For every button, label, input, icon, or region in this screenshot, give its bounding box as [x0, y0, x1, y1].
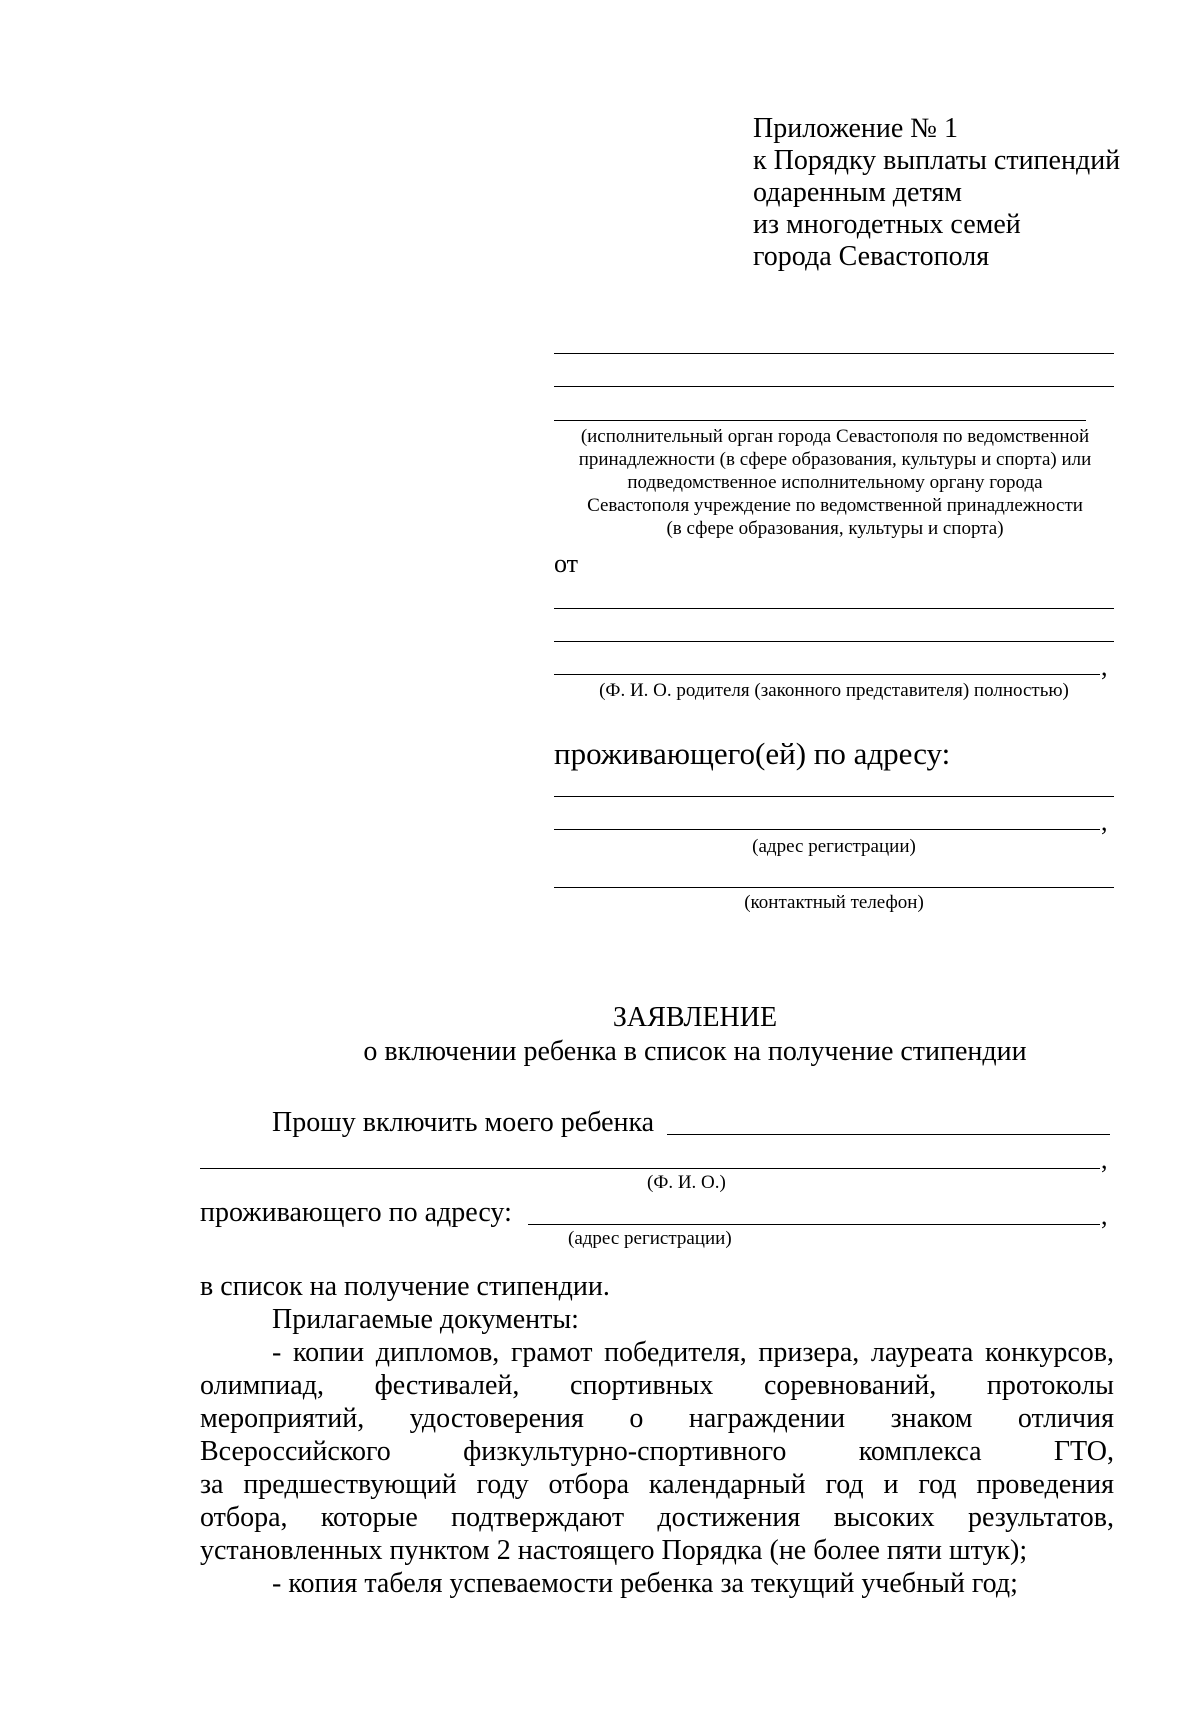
address-note: (адрес регистрации) [568, 1228, 732, 1249]
parent-name-line-2[interactable] [554, 641, 1114, 642]
child-address-line[interactable] [528, 1224, 1100, 1225]
authority-note-line: подведомственное исполнительному органу города [627, 472, 1043, 493]
appendix-header [753, 113, 1173, 273]
document-title: ЗАЯВЛЕНИЕ [612, 1002, 778, 1033]
authority-note-line: (исполнительный орган города Севастополя по ведомственной [580, 426, 1090, 447]
attached-item-2: - копия табеля успеваемости ребенка за текущий учебный год; [272, 1568, 1018, 1599]
document-subtitle: о включении ребенка в список на получение стипендии [363, 1036, 1027, 1067]
phone-line[interactable] [554, 887, 1114, 888]
child-name-line-2[interactable] [200, 1168, 1100, 1169]
item-line: за предшествующий году отбора календарный год и год проведения [200, 1469, 1114, 1500]
authority-note-line: принадлежности (в сфере образования, культуры и спорта) или [578, 449, 1092, 470]
appendix-line: города Севастополя [753, 241, 990, 272]
appendix-line: из многодетных семей [753, 209, 1021, 240]
item-line: мероприятий, удостоверения о награждении знаком отличия [200, 1403, 1114, 1434]
comma: , [1101, 652, 1108, 681]
residing-label: проживающего(ей) по адресу: [554, 736, 951, 771]
appendix-line: Приложение № 1 [753, 113, 958, 144]
item-line: олимпиад, фестивалей, спортивных соревнований, протоколы [200, 1370, 1114, 1401]
residing-text: проживающего по адресу: [200, 1197, 512, 1228]
authority-blank-line-2[interactable] [554, 386, 1114, 387]
parent-note: (Ф. И. О. родителя (законного представителя) полностью) [599, 680, 1069, 701]
address-note: (адрес регистрации) [752, 836, 916, 857]
comma: , [1101, 1201, 1108, 1230]
item-line: Всероссийского физкультурно-спортивного комплекса ГТО, [200, 1436, 1114, 1467]
fio-note: (Ф. И. О.) [647, 1172, 726, 1193]
phone-note: (контактный телефон) [744, 892, 924, 913]
from-label: от [554, 549, 579, 578]
attached-item-1 [200, 1336, 1114, 1567]
authority-blank-line-1[interactable] [554, 353, 1114, 354]
address-line-2[interactable] [554, 829, 1100, 830]
item-line: установленных пунктом 2 настоящего Порядка (не более пяти штук); [200, 1535, 1028, 1566]
address-line-1[interactable] [554, 796, 1114, 797]
appendix-line: к Порядку выплаты стипендий [753, 145, 1121, 176]
parent-name-line-1[interactable] [554, 608, 1114, 609]
comma: , [1101, 807, 1108, 836]
item-line: - копии дипломов, грамот победителя, призера, лауреата конкурсов, [272, 1337, 1114, 1368]
authority-note [554, 425, 1116, 540]
child-name-line-1[interactable] [667, 1134, 1110, 1135]
attached-label: Прилагаемые документы: [272, 1304, 579, 1335]
comma: , [1101, 1145, 1108, 1174]
list-text: в список на получение стипендии. [200, 1271, 610, 1302]
item-line: отбора, которые подтверждают достижения высоких результатов, [200, 1502, 1114, 1533]
authority-note-line: (в сфере образования, культуры и спорта) [666, 518, 1004, 539]
request-text: Прошу включить моего ребенка [272, 1107, 655, 1138]
authority-note-line: Севастополя учреждение по ведомственной принадлежности [587, 495, 1083, 516]
authority-blank-line-3[interactable] [554, 420, 1086, 421]
appendix-line: одаренным детям [753, 177, 962, 208]
parent-name-line-3[interactable] [554, 674, 1100, 675]
